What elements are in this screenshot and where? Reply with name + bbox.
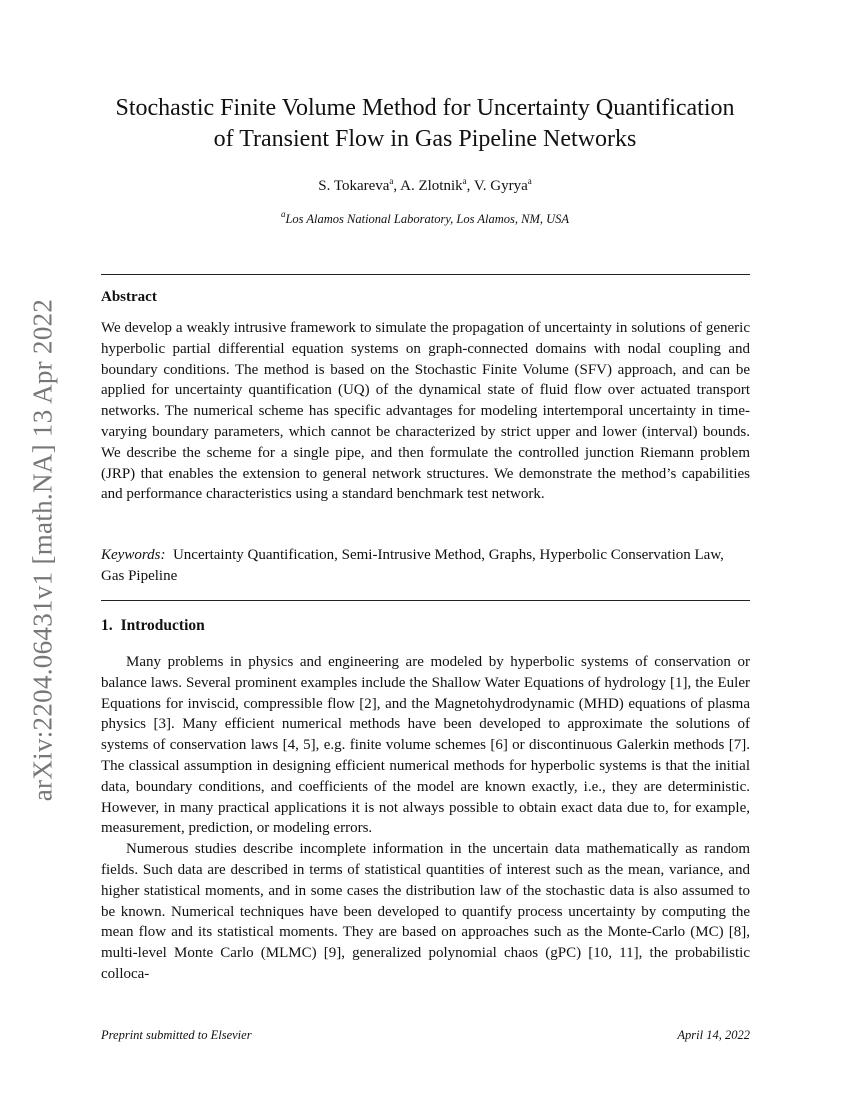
- abstract-top-rule: [101, 274, 750, 275]
- abstract-bottom-rule: [101, 600, 750, 601]
- introduction-body: [101, 652, 750, 985]
- abstract-text: We develop a weakly intrusive framework to simulate the propagation of uncertainty in solutions of generic hyperbolic partial differential equation systems on graph-connected domains with nodal coupling and boundary conditions. The method is based on the Stochastic Finite Volume (SFV) approach, and can be applied for uncertainty quantification (UQ) of the dynamical state of fluid flow over actuated transport networks. The numerical scheme has specific advantages for modeling intertemporal uncertainty in time-varying boundary parameters, which cannot be characterized by strict upper and lower (interval) bounds. We describe the scheme for a single pipe, and then formulate the controlled junction Riemann problem (JRP) that enables the extension to general network structures. We demonstrate the method’s capabilities and performance characteristics using a standard benchmark test network.: [101, 320, 750, 503]
- author-name: S. Tokareva: [318, 178, 390, 194]
- abstract-heading: Abstract: [101, 289, 157, 305]
- author-affil-mark: a: [527, 176, 532, 186]
- section-title: Introduction: [120, 617, 205, 634]
- author-name: V. Gyrya: [473, 178, 528, 194]
- affil-mark: a: [280, 209, 286, 219]
- affiliation: [0, 209, 850, 227]
- affiliation-text: Los Alamos National Laboratory, Los Alamos, NM, USA: [285, 212, 570, 226]
- paper-title: [0, 93, 850, 155]
- keywords: [101, 545, 750, 587]
- arxiv-sidebar-stamp: arXiv:2204.06431v1 [math.NA] 13 Apr 2022: [27, 298, 58, 802]
- keywords-text: Uncertainty Quantification, Semi-Intrusive Method, Graphs, Hyperbolic Conservation Law, Gas Pipeline: [101, 547, 724, 584]
- footer-date: April 14, 2022: [677, 1028, 750, 1042]
- paragraph: Numerous studies describe incomplete information in the uncertain data mathematically as random fields. Such data are described in terms of statistical quantities of interest such as the mean, variance, and higher statistical moments, and in some cases the distribution law of the stochastic data is also assumed to be known. Numerical techniques have been developed to quantify process uncertainty by computing the mean flow and its statistical moments. They are based on approaches such as the Monte-Carlo (MC) [8], multi-level Monte Carlo (MLMC) [9], generalized polynomial chaos (gPC) [10, 11], the probabilistic colloca-: [101, 841, 750, 982]
- author-affil-mark: a: [389, 176, 394, 186]
- footer-preprint-note: Preprint submitted to Elsevier: [101, 1028, 252, 1042]
- title-line-1: Stochastic Finite Volume Method for Uncertainty Quantification: [115, 95, 735, 121]
- keywords-label: Keywords:: [101, 547, 166, 563]
- author-affil-mark: a: [462, 176, 467, 186]
- paragraph: Many problems in physics and engineering are modeled by hyperbolic systems of conservation or balance laws. Several prominent examples include the Shallow Water Equations of hydrology [1], the Euler Equations for inviscid, compressible flow [2], and the Magnetohydrodynamic (MHD) equations of plasma physics [3]. Many efficient numerical methods have been developed to approximate the solutions of systems of conservation laws [4, 5], e.g. finite volume schemes [6] or discontinuous Galerkin methods [7]. The classical assumption in designing efficient numerical methods for hyperbolic systems is that the initial data, boundary conditions, and coefficients of the model are known exactly, i.e., they are deterministic. However, in many practical applications it is not always possible to obtain exact data due to, for example, measurement, prediction, or modeling errors.: [101, 654, 750, 837]
- author-name: A. Zlotnik: [400, 178, 463, 194]
- title-line-2: of Transient Flow in Gas Pipeline Networks: [213, 126, 637, 152]
- section-number: 1.: [101, 617, 113, 634]
- section-heading: [101, 617, 205, 635]
- author-list: S. Tokareva$^a$, A. Zlotnik$^a$, V. Gyrya$^a$: [318, 176, 532, 194]
